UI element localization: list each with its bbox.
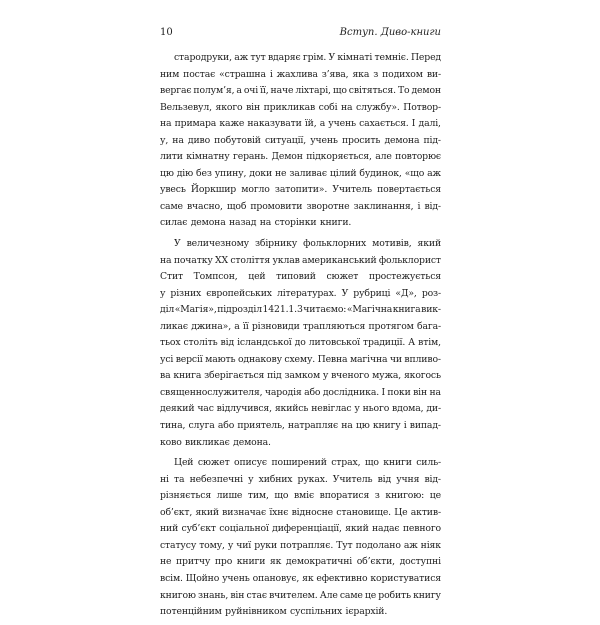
text-line: не притчу про книги як демократичні об’єкти, доступні <box>160 556 441 568</box>
text-line: У величезному збірнику фольклорних мотивів, який <box>174 238 441 250</box>
paragraph-3 <box>160 455 441 620</box>
text-line: на примара каже наказувати їй, а учень сахається. І далі, <box>160 118 441 130</box>
text-line: ним постає «страшна і жахлива з’ява, яка з подихом ви- <box>160 68 441 80</box>
paragraph-2 <box>160 236 441 451</box>
text-line: статусу тому, у чиї руки потрапляє. Тут подолано аж ніяк <box>160 539 441 551</box>
text-line: ва книга зберігається під замком у вченого мужа, якогось <box>160 370 441 382</box>
text-line: ликає джина», а її різновиди трапляються протягом бага- <box>160 320 441 332</box>
text-line: лити кімнатну герань. Демон підкоряється, але повторює <box>160 151 441 163</box>
running-head <box>160 27 441 43</box>
text-line: усі версії мають однакову схему. Певна магічна чи впливо- <box>160 353 441 365</box>
text-line: Цей сюжет описує поширений страх, що книги силь- <box>174 457 441 469</box>
text-line: тина, слуга або приятель, натрапляє на цю книгу і випад- <box>160 420 441 432</box>
text-line: на початку XX століття уклав американський фольклорист <box>160 254 441 266</box>
text-line: стародруки, аж тут вдаряє грім. У кімнаті темніє. Перед <box>174 52 441 63</box>
text-line: цю дію без упину, доки не заливає цілий будинок, «що аж <box>160 167 441 179</box>
text-line: об’єкт, який визначає їхнє відносне становище. Це актив- <box>160 506 441 518</box>
text-line: у, на диво побутовій ситуації, учень просить демона під- <box>160 134 441 146</box>
text-line: діл «Магія», підрозділ 1421.1.3 читаємо: «Магічна книга вик- <box>160 304 441 316</box>
body-text <box>160 50 441 625</box>
text-line: у різних європейських літературах. У рубриці «Д», роз- <box>160 287 441 299</box>
text-line: ний суб’єкт соціальної диференціації, який надає певного <box>160 523 441 535</box>
text-line: вергає полум’я, а очі її, наче ліхтарі, що світяться. То демон <box>160 85 441 97</box>
text-line: силає демона назад на сторінки книги. <box>160 217 352 229</box>
text-line: ково викликає демона. <box>160 436 271 448</box>
text-line: різняється лише тим, що вміє впоратися з книгою: це <box>160 490 441 502</box>
text-line: священнослужителя, чародія або дослідника. І поки він на <box>160 386 441 398</box>
text-line: книгою знань, він стає вчителем. Але саме це робить книгу <box>160 589 441 601</box>
text-line: деякий час відлучився, якийсь невіглас у нього вдома, ди- <box>160 403 441 415</box>
text-line: саме вчасно, щоб промовити зворотне заклинання, і від- <box>160 200 441 212</box>
page-number: 10 <box>160 27 173 38</box>
text-line: Стит Томпсон, цей типовий сюжет простежується <box>160 271 441 283</box>
text-line: Вельзевул, якого він прикликав собі на службу». Потвор- <box>160 101 441 113</box>
text-line: увесь Йоркшир могло затопити». Учитель повертається <box>160 184 441 196</box>
text-line: ні та небезпечні у хибних руках. Учитель від учня від- <box>160 473 441 485</box>
running-title: Вступ. Диво-книги <box>339 27 441 38</box>
text-line: потенційним руйнівником суспільних ієрархій. <box>160 606 388 618</box>
paragraph-1 <box>160 50 441 232</box>
text-line: тьох століть від ісландської до литовської традиції. А втім, <box>160 337 441 349</box>
text-line: всім. Щойно учень опановує, як ефективно користуватися <box>160 572 441 584</box>
